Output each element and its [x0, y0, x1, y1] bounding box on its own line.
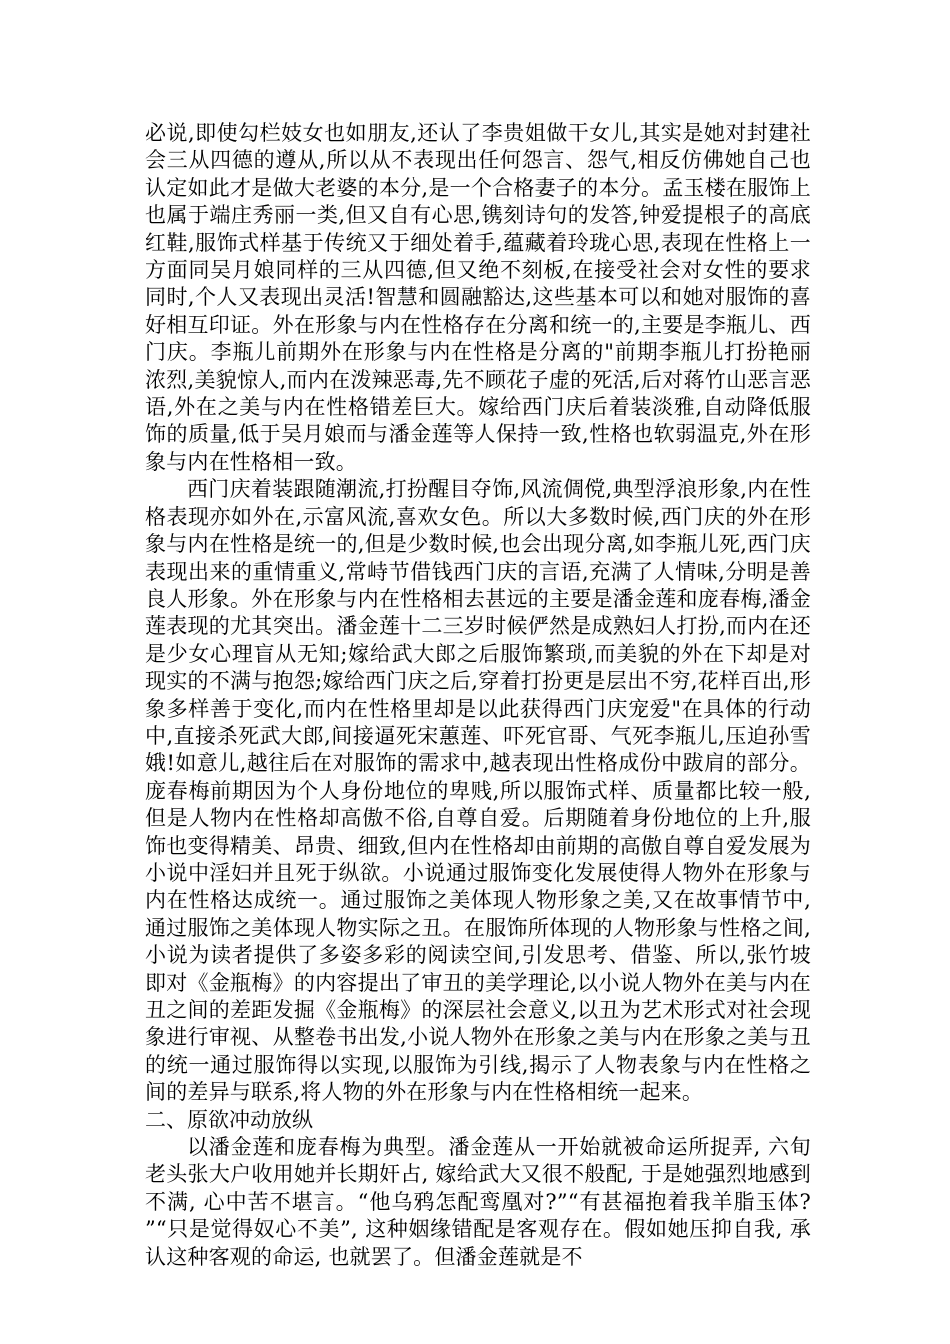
body-paragraph: 以潘金莲和庞春梅为典型。潘金莲从一开始就被命运所捉弄, 六旬老头张大户收用她并长期奸占, 嫁给武大又很不般配, 于是她强烈地感到不满, 心中苦不堪言。“他乌鸦怎配鸾凰对?”“有甚福抱着我羊脂玉体? ”“只是觉得奴心不美”, 这种姻缘错配是客观存在。假如她压抑自我, 承认这种客观的命运, 也就罢了。但潘金莲就是不	[145, 1135, 811, 1269]
section-heading: 二、原欲冲动放纵	[145, 1107, 313, 1132]
body-paragraph: 西门庆着装跟随潮流,打扮醒目夺饰,风流倜傥,典型浮浪形象,内在性格表现亦如外在,示富风流,喜欢女色。所以大多数时候,西门庆的外在形象与内在性格是统一的,但是少数时候,也会出现分离,如李瓶儿死,西门庆表现出来的重情重义,常峙节借钱西门庆的言语,充满了人情味,分明是善良人形象。外在形象与内在性格相去甚远的主要是潘金莲和庞春梅,潘金莲表现的尤其突出。潘金莲十二三岁时候俨然是成熟妇人打扮,而内在还是少女心理盲从无知;嫁给武大郎之后服饰繁琐,而美貌的外在下却是对现实的不满与抱怨;嫁给西门庆之后,穿着打扮更是层出不穷,花样百出,形象多样善于变化,而内在性格里却是以此获得西门庆宠爱"在具体的行动中,直接杀死武大郎,间接逼死宋蕙莲、吓死官哥、气死李瓶儿,压迫孙雪娥!如意儿,越往后在对服饰的需求中,越表现出性格成份中跋肩的部分。庞春梅前期因为个人身份地位的卑贱,所以服饰式样、质量都比较一般,但是人物内在性格却高傲不俗,自尊自爱。后期随着身份地位的上升,服饰也变得精美、昂贵、细致,但内在性格却由前期的高傲自尊自爱发展为小说中淫妇并且死于纵欲。小说通过服饰变化发展使得人物外在形象与内在性格达成统一。通过服饰之美体现人物形象之美,又在故事情节中,通过服饰之美体现人物实际之丑。在服饰所体现的人物形象与性格之间,小说为读者提供了多姿多彩的阅读空间,引发思考、借鉴、所以,张竹坡即对《金瓶梅》的内容提出了审丑的美学理论,以小说人物外在美与内在丑之间的差距发掘《金瓶梅》的深层社会意义,以丑为艺术形式对社会现象进行审视、从整卷书出发,小说人物外在形象之美与内在形象之美与丑的统一通过服饰得以实现,以服饰为引线,揭示了人物表象与内在性格之间的差异与联系,将人物的外在形象与内在性格相统一起来。	[145, 477, 811, 1105]
document-page	[145, 120, 811, 1271]
body-paragraph: 必说,即使勾栏妓女也如朋友,还认了李贵姐做干女儿,其实是她对封建社会三从四德的遵从,所以从不表现出任何怨言、怨气,相反仿佛她自己也认定如此才是做大老婆的本分,是一个合格妻子的本分。孟玉楼在服饰上也属于端庄秀丽一类,但又自有心思,镌刻诗句的发答,钟爱提根子的高底红鞋,服饰式样基于传统又于细处着手,蕴藏着玲珑心思,表现在性格上一方面同吴月娘同样的三从四德,但又绝不刻板,在接受社会对女性的要求同时,个人又表现出灵活!智慧和圆融豁达,这些基本可以和她对服饰的喜好相互印证。外在形象与内在性格存在分离和统一的,主要是李瓶儿、西门庆。李瓶儿前期外在形象与内在性格是分离的"前期李瓶儿打扮艳丽浓烈,美貌惊人,而内在泼辣恶毒,先不顾花子虚的死活,后对蒋竹山恶言恶语,外在之美与内在性格错差巨大。嫁给西门庆后着装淡雅,自动降低服饰的质量,低于吴月娘而与潘金莲等人保持一致,性格也软弱温克,外在形象与内在性格相一致。	[145, 121, 811, 474]
